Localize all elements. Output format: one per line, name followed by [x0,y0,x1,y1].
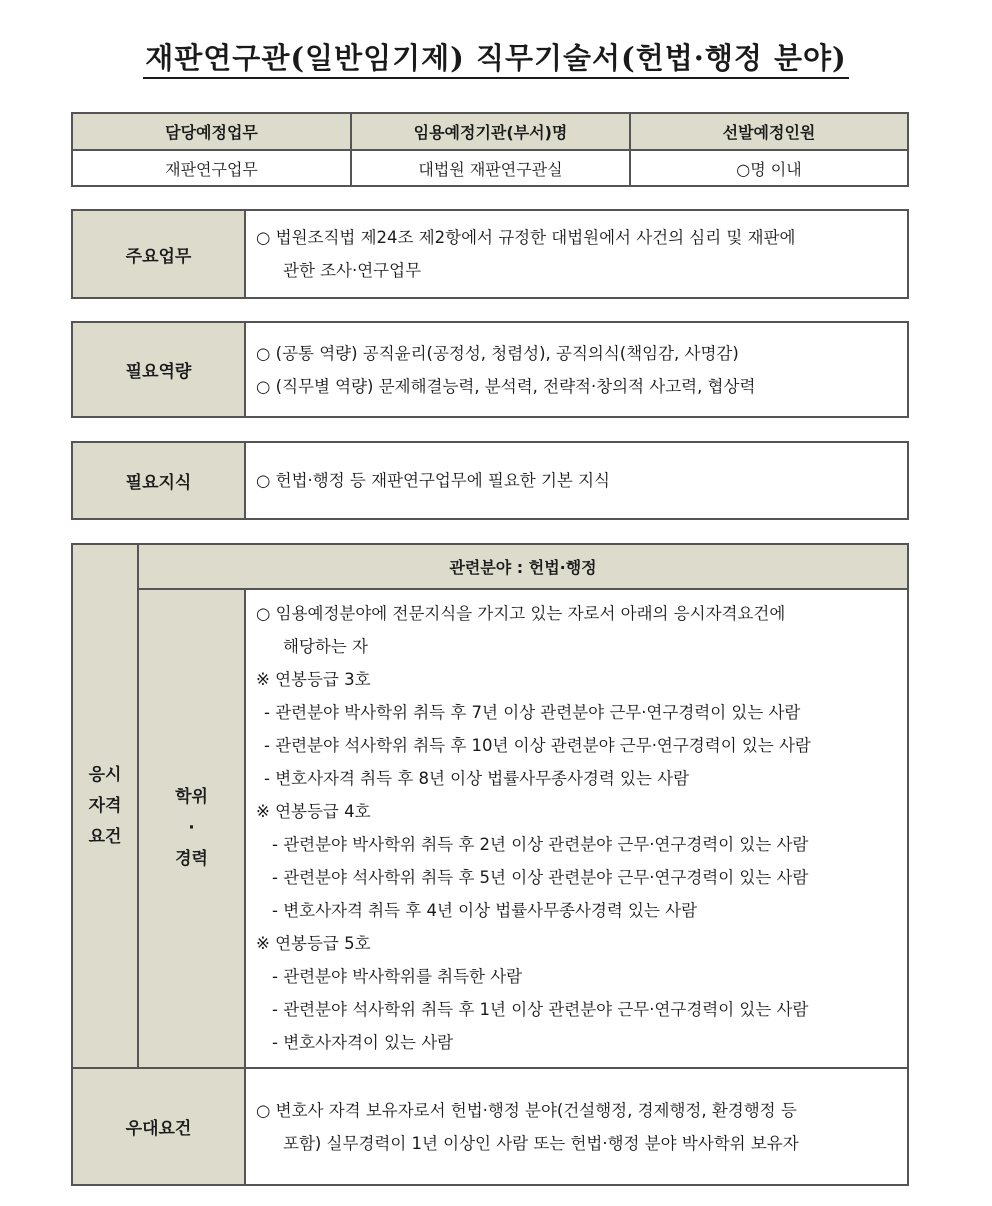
grade-title: ※ 연봉등급 4호 [256,801,371,821]
preference-line: ○ 변호사 자격 보유자로서 헌법·행정 분야(건설행정, 경제행정, 환경행정 등 [256,1100,797,1120]
document-title: 재판연구관(일반임기제) 직무기술서(헌법·행정 분야) [0,36,992,77]
competencies-table [71,321,909,418]
knowledge-table [71,441,909,520]
qualification-intro-line: ○ 임용예정분야에 전문지식을 가지고 있는 자로서 아래의 응시자격요건에 [256,603,786,623]
degree-career-label [138,589,245,1068]
preference-line: 포함) 실무경력이 1년 이상인 사람 또는 헌법·행정 분야 박사학위 보유자 [283,1133,799,1153]
main-duties-content [245,210,908,298]
main-duties-line: ○ 법원조직법 제24조 제2항에서 규정한 대법원에서 사건의 심리 및 재판에 [256,228,796,247]
grade-item: - 변호사자격 취득 후 8년 이상 법률사무종사경력 있는 사람 [264,768,690,788]
competencies-label: 필요역량 [72,322,245,417]
main-duties-table [71,209,909,299]
column-header-duty: 담당예정업무 [72,113,351,150]
degree-career-label-line: 경력 [175,849,208,869]
qualification-label [72,544,138,1068]
grade-item: - 관련분야 석사학위 취득 후 1년 이상 관련분야 근무·연구경력이 있는 사람 [272,999,809,1019]
main-duties-line: 관한 조사·연구업무 [283,261,422,280]
qualification-intro-line: 해당하는 자 [283,636,368,656]
knowledge-line: ○ 헌법·행정 등 재판연구업무에 필요한 기본 지식 [256,471,610,490]
position-summary-table [71,112,909,187]
degree-career-label-line: 학위 [175,787,208,807]
column-header-headcount: 선발예정인원 [630,113,908,150]
main-duties-label: 주요업무 [72,210,245,298]
value-department: 대법원 재판연구관실 [351,150,630,186]
qualification-table [71,543,909,1186]
competencies-content [245,322,908,417]
value-headcount: ○명 이내 [630,150,908,186]
grade-item: - 관련분야 박사학위 취득 후 7년 이상 관련분야 근무·연구경력이 있는 사람 [264,702,801,722]
related-field-header: 관련분야 : 헌법·행정 [138,544,908,589]
knowledge-content [245,442,908,519]
competency-line: ○ (직무별 역량) 문제해결능력, 분석력, 전략적·창의적 사고력, 협상력 [256,376,756,396]
qualification-label-line: 자격 [88,795,122,816]
competency-line: ○ (공통 역량) 공직윤리(공정성, 청렴성), 공직의식(책임감, 사명감) [256,343,739,363]
qualification-label-line: 요건 [88,826,122,847]
preference-label: 우대요건 [72,1068,245,1185]
knowledge-label: 필요지식 [72,442,245,519]
grade-item: - 관련분야 박사학위 취득 후 2년 이상 관련분야 근무·연구경력이 있는 사람 [272,834,809,854]
value-duty: 재판연구업무 [72,150,351,186]
qualification-label-line: 응시 [88,764,122,785]
grade-item: - 관련분야 석사학위 취득 후 10년 이상 관련분야 근무·연구경력이 있는 사람 [264,735,811,755]
grade-item: - 관련분야 박사학위를 취득한 사람 [272,966,523,986]
grade-item: - 관련분야 석사학위 취득 후 5년 이상 관련분야 근무·연구경력이 있는 사람 [272,867,809,887]
grade-item: - 변호사자격 취득 후 4년 이상 법률사무종사경력 있는 사람 [272,900,698,920]
grade-title: ※ 연봉등급 5호 [256,933,371,953]
degree-career-label-line: · [188,818,195,838]
grade-title: ※ 연봉등급 3호 [256,669,371,689]
preference-content [245,1068,908,1185]
column-header-department: 임용예정기관(부서)명 [351,113,630,150]
degree-career-content [245,589,908,1068]
grade-item: - 변호사자격이 있는 사람 [272,1032,454,1052]
